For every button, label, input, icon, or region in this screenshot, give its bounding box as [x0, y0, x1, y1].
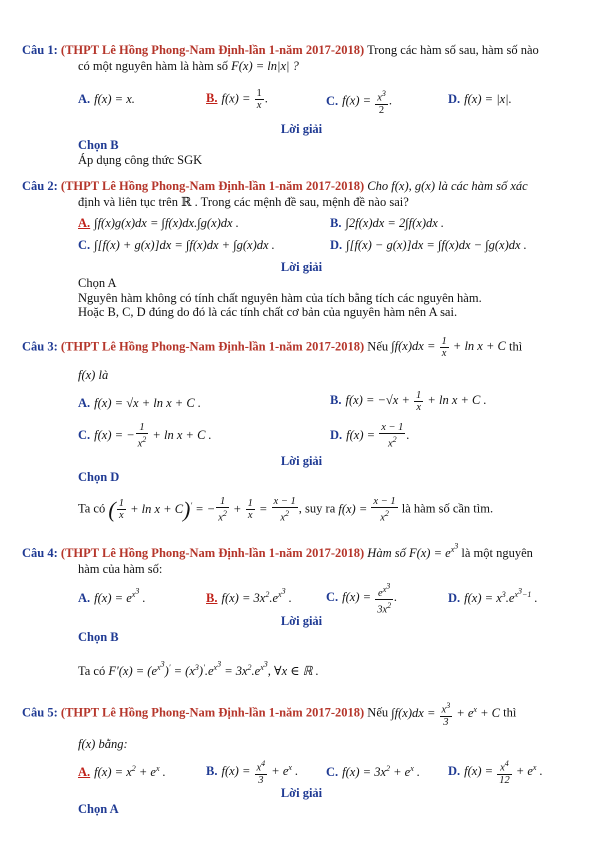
option-d [330, 238, 527, 253]
question-1-line2 [22, 58, 574, 74]
question-3-options-row1 [78, 390, 578, 416]
question-source: (THPT Lê Hồng Phong-Nam Định-lần 1-năm 2017-2018) [60, 179, 365, 193]
question-1-header [22, 42, 574, 58]
option-expr: f(x) = |x|. [464, 92, 512, 106]
option-label: C. [78, 238, 91, 252]
explanation-line1: Nguyên hàm không có tính chất nguyên hàm của tích bằng tích các nguyên hàm. [78, 291, 482, 305]
question-text: có một nguyên hàm là hàm số [78, 59, 232, 73]
option-a: A. $f(x) = e^{x^3}$ . [78, 586, 146, 605]
option-a: A. f(x) = √x + ln x + C . [78, 396, 201, 410]
question-2 [22, 178, 574, 210]
option-expr: f(x) = [221, 91, 254, 106]
question-5-header [22, 700, 574, 728]
formula: F(x) = ln|x| ? [231, 59, 299, 73]
option-label: D. [330, 427, 343, 442]
question-text: Nếu [364, 705, 392, 720]
question-text: Cho f(x), g(x) là các hàm số xác [364, 179, 528, 193]
question-source: (THPT Lê Hồng Phong-Nam Định-lần 1-năm 2017-2018) [60, 339, 365, 354]
question-2-options-row2 [78, 238, 578, 258]
question-5-options [78, 759, 578, 786]
option-label: D. [448, 590, 461, 605]
fraction: $\frac{1}{x}$ [256, 88, 262, 111]
question-3 [22, 336, 574, 383]
option-label: B. [206, 763, 218, 778]
option-label: C. [326, 765, 339, 780]
question-4-line2: hàm của hàm số: [78, 561, 163, 576]
option-label: A. [78, 765, 91, 780]
question-2-line2: định và liên tục trên ℝ . Trong các mệnh đề sau, mệnh đề nào sai? [78, 195, 409, 209]
option-label: B. [206, 91, 218, 106]
answer-choice: Chọn A [78, 276, 117, 290]
option-label: C. [326, 93, 339, 108]
option-c [78, 238, 275, 253]
explanation-text: , suy ra [298, 501, 339, 516]
question-text: Trong các hàm số sau, hàm số nào [364, 43, 539, 57]
option-expr: ∫[f(x) + g(x)]dx = ∫f(x)dx + ∫g(x)dx . [94, 238, 275, 252]
option-a [78, 92, 135, 107]
option-expr: ∫[f(x) − g(x)]dx = ∫f(x)dx − ∫g(x)dx . [346, 238, 527, 252]
option-label: A. [78, 216, 91, 230]
question-1 [22, 42, 574, 74]
option-c: C. $f(x) = 3x^2 + e^x$ . [326, 764, 421, 780]
option-c: C. f(x) = $\frac{e^{x^3}}{3x^2}$ . [326, 581, 398, 616]
option-expr: f(x) = [342, 93, 375, 108]
answer-choice: Chọn B [78, 630, 119, 644]
solution-heading: Lời giải [280, 614, 323, 628]
option-c: C. f(x) = $\frac{x^3}{2}$ . [326, 89, 392, 116]
question-3-options-row2 [78, 422, 578, 450]
formula: ∫f(x)dx = $\frac{1}{x}$ + ln x + C [391, 336, 506, 359]
fraction: $\frac{x^3}{2}$ [377, 89, 386, 116]
solution-heading: Lời giải [280, 122, 323, 136]
question-4 [22, 538, 574, 577]
option-label: C. [326, 589, 339, 604]
option-label: D. [448, 763, 461, 778]
explanation: Ta có $F'(x) = (e^{x^3})' = (x^3)'.e^{x^3} = 3x^2.e^{x^3}$, ∀x ∈ ℝ . [78, 659, 319, 678]
option-label: A. [78, 590, 91, 605]
option-label: B. [206, 590, 218, 605]
option-b: B. f(x) = $\frac{1}{x}$ . [206, 88, 268, 111]
question-text: Nếu [364, 339, 392, 354]
question-number: Câu 1: [22, 43, 58, 57]
option-label: B. [330, 393, 342, 408]
question-number: Câu 5: [22, 705, 58, 720]
question-number: Câu 4: [22, 545, 58, 560]
question-4-options [78, 581, 578, 616]
solution-heading: Lời giải [280, 786, 323, 800]
question-2-options-row1 [78, 216, 578, 236]
question-text: là một nguyên [458, 545, 533, 560]
question-source: (THPT Lê Hồng Phong-Nam Định-lần 1-năm 2017-2018) [60, 705, 365, 720]
option-label: C. [78, 427, 91, 442]
question-1-options [78, 88, 578, 116]
option-b [330, 216, 444, 231]
option-label: D. [330, 238, 343, 252]
question-text: Hàm số F(x) = e [364, 545, 451, 560]
option-label: D. [448, 92, 461, 106]
question-number: Câu 2: [22, 179, 58, 193]
question-3-line2: f(x) là [78, 368, 109, 382]
question-3-header [22, 336, 574, 359]
formula: ∫f(x)dx = $\frac{x^3}{3}$ + $e^x + C$ [391, 701, 501, 728]
option-label: B. [330, 216, 342, 230]
option-d [448, 92, 512, 107]
explanation-text: Ta có [78, 663, 109, 678]
explanation: Áp dụng công thức SGK [78, 153, 203, 167]
option-expr: ∫f(x)g(x)dx = ∫f(x)dx.∫g(x)dx . [94, 216, 239, 230]
option-label: A. [78, 92, 91, 106]
question-5-line2: f(x) bằng: [78, 736, 128, 751]
solution-heading: Lời giải [280, 260, 323, 274]
option-b: B. f(x) = −√x + $\frac{1}{x}$ + ln x + C . [330, 390, 487, 413]
answer-choice: Chọn B [78, 138, 119, 152]
solution-heading: Lời giải [280, 454, 323, 468]
question-5 [22, 700, 574, 752]
option-label: A. [78, 396, 91, 410]
option-expr: ∫2f(x)dx = 2∫f(x)dx . [345, 216, 445, 230]
question-source: (THPT Lê Hồng Phong-Nam Định-lần 1-năm 2017-2018) [60, 545, 365, 560]
question-text: thì [505, 339, 523, 354]
option-d: D. f(x) = $\frac{x^4}{12}$ + $e^x$ . [448, 759, 543, 786]
answer-choice: Chọn D [78, 470, 120, 484]
option-c: C. f(x) = − $\frac{1}{x^2}$ + ln x + C . [78, 422, 212, 450]
option-a [78, 216, 239, 231]
question-2-header [22, 178, 574, 194]
option-expr: f(x) = x. [94, 92, 135, 106]
explanation: Ta có ( $\frac{1}{x}$ + ln x + C)′ = − $\frac{1}{x^2}$ + $\frac{1}{x}$ = $\frac{x - 1}{x^2}$ , suy ra f(x) = $\frac{x - 1}{x^2}$ là hàm số cần tìm. [78, 496, 494, 524]
explanation-text: Ta có [78, 501, 109, 516]
option-a: A. $f(x) = x^2 + e^x$ . [78, 764, 166, 780]
option-d: D. f(x) = $\frac{x - 1}{x^2}$ . [330, 422, 410, 450]
option-d: D. $f(x) = x^3.e^{x^3-1}$ . [448, 586, 538, 605]
question-4-header: Câu 4: (THPT Lê Hồng Phong-Nam Định-lần 1-năm 2017-2018) Hàm số $F(x) = e^{x^3}$ là một nguyên [22, 541, 533, 560]
question-text: thì [500, 705, 517, 720]
option-b: B. f(x) = $\frac{x^4}{3}$ + $e^x$ . [206, 759, 299, 786]
explanation-line2: Hoặc B, C, D đúng do đó là các tính chất cơ bản của nguyên hàm nên A sai. [78, 305, 458, 319]
answer-choice: Chọn A [78, 802, 119, 816]
question-number: Câu 3: [22, 339, 58, 354]
question-source: (THPT Lê Hồng Phong-Nam Định-lần 1-năm 2017-2018) [60, 43, 365, 57]
option-b: B. $f(x) = 3x^2.e^{x^3}$ . [206, 586, 292, 605]
explanation-text: là hàm số cần tìm. [398, 501, 494, 516]
